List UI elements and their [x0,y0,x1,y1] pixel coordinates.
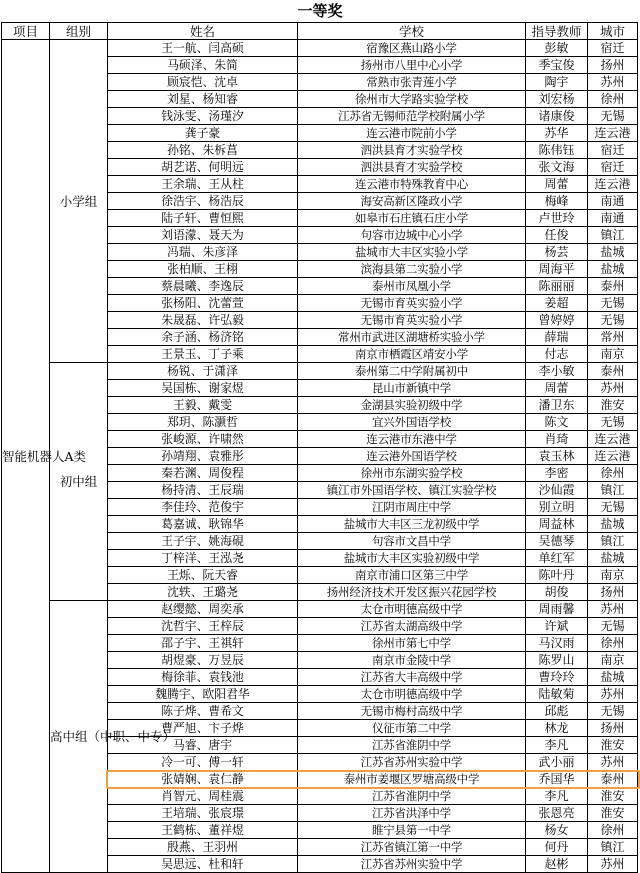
city-cell: 苏州 [588,754,638,771]
teacher-cell: 梅峰 [526,193,588,210]
name-cell: 余子涵、杨济铭 [108,329,298,346]
name-cell: 魏腾宇、欧阳君华 [108,686,298,703]
city-cell: 扬州 [588,720,638,737]
city-cell: 徐州 [588,822,638,839]
name-cell: 马睿、唐宇 [108,737,298,754]
teacher-cell: 潘卫东 [526,397,588,414]
name-cell: 蔡晨曦、李逸辰 [108,278,298,295]
city-cell: 盐城 [588,261,638,278]
name-cell: 张柏顺、王栩 [108,261,298,278]
name-cell: 杨锐、于潇泽 [108,363,298,380]
school-cell: 江苏省太湖高级中学 [298,618,526,635]
city-cell: 无锡 [588,108,638,125]
school-cell: 江苏省淮阴中学 [298,737,526,754]
name-cell: 肖智元、周桂震 [108,788,298,805]
teacher-cell: 邱彪 [526,703,588,720]
school-cell: 泰州市姜堰区罗塘高级中学 [298,771,526,788]
header-group: 组别 [50,23,108,40]
name-cell: 陆子轩、曹恒熙 [108,210,298,227]
city-cell: 淮安 [588,737,638,754]
school-cell: 江苏省洪泽中学 [298,805,526,822]
city-cell: 连云港 [588,125,638,142]
name-cell: 邵子宇、王祺轩 [108,635,298,652]
teacher-cell: 卢世玲 [526,210,588,227]
name-cell: 王培瑞、张宸璟 [108,805,298,822]
school-cell: 南京市栖霞区靖安小学 [298,346,526,363]
city-cell: 苏州 [588,380,638,397]
teacher-cell: 别立明 [526,499,588,516]
city-cell: 宿迁 [588,40,638,57]
teacher-cell: 周海平 [526,261,588,278]
city-cell: 泰州 [588,363,638,380]
teacher-cell: 陈伟钰 [526,142,588,159]
name-cell: 胡煜豪、万昱辰 [108,652,298,669]
name-cell: 葛嘉诚、耿锦华 [108,516,298,533]
school-cell: 江苏省苏州实验中学 [298,856,526,873]
group-cell: 初中组 [50,363,108,601]
group-cell: 小学组 [50,40,108,363]
city-cell: 苏州 [588,686,638,703]
teacher-cell: 张文海 [526,159,588,176]
city-cell: 连云港 [588,431,638,448]
city-cell: 泰州 [588,771,638,788]
header-project: 项目 [2,23,50,40]
teacher-cell: 李凡 [526,737,588,754]
header-school: 学校 [298,23,526,40]
school-cell: 镇江市外国语学校、镇江实验学校 [298,482,526,499]
city-cell: 连云港 [588,176,638,193]
header-teacher: 指导教师 [526,23,588,40]
name-cell: 王烁、阮天睿 [108,567,298,584]
school-cell: 江苏省大丰高级中学 [298,669,526,686]
city-cell: 泰州 [588,278,638,295]
name-cell: 徐浩宇、杨浩辰 [108,193,298,210]
teacher-cell: 陈文 [526,414,588,431]
name-cell: 郑玥、陈灏哲 [108,414,298,431]
teacher-cell: 周雨馨 [526,601,588,618]
table-body [2,40,638,873]
name-cell: 龚子豪 [108,125,298,142]
name-cell: 顾宸恺、沈卓 [108,74,298,91]
city-cell: 盐城 [588,244,638,261]
school-cell: 江苏省淮阴中学 [298,788,526,805]
teacher-cell: 杨芸 [526,244,588,261]
school-cell: 常熟市张青莲小学 [298,74,526,91]
teacher-cell: 武小丽 [526,754,588,771]
teacher-cell: 马汉雨 [526,635,588,652]
school-cell: 无锡市育英实验小学 [298,312,526,329]
teacher-cell: 许斌 [526,618,588,635]
school-cell: 南京市金陵中学 [298,652,526,669]
teacher-cell: 张恩亮 [526,805,588,822]
school-cell: 金湖县实验初级中学 [298,397,526,414]
teacher-cell: 林龙 [526,720,588,737]
name-cell: 殷燕、王羽州 [108,839,298,856]
school-cell: 徐州市大学路实验学校 [298,91,526,108]
city-cell: 无锡 [588,312,638,329]
school-cell: 南京市浦口区第三中学 [298,567,526,584]
school-cell: 江苏省苏州实验中学 [298,754,526,771]
table-row [2,363,638,380]
city-cell: 常州 [588,329,638,346]
school-cell: 连云港市特殊教育中心 [298,176,526,193]
name-cell: 王毅、戴雯 [108,397,298,414]
city-cell: 盐城 [588,516,638,533]
school-cell: 连云港市院前小学 [298,125,526,142]
school-cell: 泗洪县育才实验学校 [298,159,526,176]
teacher-cell: 薛瑞 [526,329,588,346]
teacher-cell: 诸康俊 [526,108,588,125]
teacher-cell: 付志 [526,346,588,363]
name-cell: 陈子烨、曹希文 [108,703,298,720]
city-cell: 连云港 [588,448,638,465]
city-cell: 宿迁 [588,159,638,176]
school-cell: 盐城市大丰区实验小学 [298,244,526,261]
teacher-cell: 陈丽丽 [526,278,588,295]
teacher-cell: 陆敏菊 [526,686,588,703]
city-cell: 南通 [588,210,638,227]
city-cell: 徐州 [588,635,638,652]
city-cell: 淮安 [588,397,638,414]
city-cell: 镇江 [588,227,638,244]
name-cell: 曹严旭、卞子烨 [108,720,298,737]
teacher-cell: 袁玉林 [526,448,588,465]
teacher-cell: 彭敏 [526,40,588,57]
table-row [2,601,638,618]
teacher-cell: 曹玲玲 [526,669,588,686]
name-cell: 王鹤栋、董祥煜 [108,822,298,839]
name-cell: 王景玉、丁子乘 [108,346,298,363]
city-cell: 无锡 [588,295,638,312]
school-cell: 仪征市第二中学 [298,720,526,737]
name-cell: 孙靖翔、袁雅彤 [108,448,298,465]
group-cell: 高中组（中职、中专） [50,601,108,873]
category-cell: 智能机器人A类 [2,40,50,873]
page-title: 一等奖 [297,2,343,20]
name-cell: 孙铭、朱柝菖 [108,142,298,159]
school-cell: 连云港外国语学校 [298,448,526,465]
school-cell: 扬州经济技术开发区振兴花园学校 [298,584,526,601]
city-cell: 无锡 [588,703,638,720]
city-cell: 宿迁 [588,142,638,159]
teacher-cell: 苏华 [526,125,588,142]
name-cell: 冷一可、傅一轩 [108,754,298,771]
school-cell: 无锡市育英实验小学 [298,295,526,312]
name-cell: 沈轶、王璐尧 [108,584,298,601]
city-cell: 镇江 [588,839,638,856]
school-cell: 句容市文昌中学 [298,533,526,550]
city-cell: 无锡 [588,618,638,635]
name-cell: 吴国栋、谢家煜 [108,380,298,397]
teacher-cell: 李密 [526,465,588,482]
school-cell: 江苏省镇江第一中学 [298,839,526,856]
city-cell: 无锡 [588,414,638,431]
name-cell: 王一航、闫高硕 [108,40,298,57]
city-cell: 盐城 [588,550,638,567]
school-cell: 太仓市明德高级中学 [298,686,526,703]
awards-table [1,22,638,873]
name-cell: 丁梓洋、王泓尧 [108,550,298,567]
school-cell: 滨海县第二实验小学 [298,261,526,278]
school-cell: 江苏省无锡师范学校附属小学 [298,108,526,125]
table-row [2,40,638,57]
name-cell: 张峻源、许啸然 [108,431,298,448]
teacher-cell: 周益林 [526,516,588,533]
name-cell: 马硕泽、朱简 [108,57,298,74]
city-cell: 南通 [588,193,638,210]
school-cell: 徐州市东湖实验学校 [298,465,526,482]
teacher-cell: 李小敏 [526,363,588,380]
teacher-cell: 周蕾 [526,176,588,193]
name-cell: 冯瑞、朱彦泽 [108,244,298,261]
school-cell: 连云港市东港中学 [298,431,526,448]
name-cell: 梅徐菲、袁钱池 [108,669,298,686]
teacher-cell: 陈叶丹 [526,567,588,584]
school-cell: 睢宁县第一中学 [298,822,526,839]
city-cell: 淮安 [588,805,638,822]
name-cell: 钱泳雯、汤瑾汐 [108,108,298,125]
name-cell: 刘星、杨知睿 [108,91,298,108]
school-cell: 泰州第二中学附属初中 [298,363,526,380]
city-cell: 苏州 [588,601,638,618]
teacher-cell: 任俊 [526,227,588,244]
teacher-cell: 曾婷婷 [526,312,588,329]
city-cell: 南京 [588,346,638,363]
city-cell: 南京 [588,567,638,584]
school-cell: 扬州市八里中心小学 [298,57,526,74]
city-cell: 扬州 [588,57,638,74]
city-cell: 苏州 [588,74,638,91]
city-cell: 镇江 [588,533,638,550]
school-cell: 海安高新区隆政小学 [298,193,526,210]
city-cell: 徐州 [588,91,638,108]
city-cell: 淮安 [588,788,638,805]
header-city: 城市 [588,23,638,40]
school-cell: 宿豫区燕山路小学 [298,40,526,57]
school-cell: 盐城市大丰区实验初级中学 [298,550,526,567]
teacher-cell: 沙仙霞 [526,482,588,499]
name-cell: 赵缨懿、周奕承 [108,601,298,618]
city-cell: 无锡 [588,499,638,516]
teacher-cell: 胡俊 [526,584,588,601]
school-cell: 句容市边城中心小学 [298,227,526,244]
teacher-cell: 杨女 [526,822,588,839]
name-cell: 秦若渊、周俊程 [108,465,298,482]
teacher-cell: 姜超 [526,295,588,312]
name-cell: 吴思远、杜和轩 [108,856,298,873]
school-cell: 宜兴外国语学校 [298,414,526,431]
city-cell: 镇江 [588,482,638,499]
name-cell: 沈哲宇、王梓辰 [108,618,298,635]
teacher-cell: 周蕾 [526,380,588,397]
city-cell: 徐州 [588,465,638,482]
city-cell: 盐城 [588,669,638,686]
school-cell: 常州市武进区湖塘桥实验小学 [298,329,526,346]
teacher-cell: 吴德琴 [526,533,588,550]
teacher-cell: 刘宏杨 [526,91,588,108]
name-cell: 张杨阳、沈蕾萱 [108,295,298,312]
school-cell: 昆山市新镇中学 [298,380,526,397]
name-cell: 李佳玲、范俊宇 [108,499,298,516]
name-cell: 刘语濛、聂天为 [108,227,298,244]
teacher-cell: 陈罗山 [526,652,588,669]
teacher-cell: 肖琦 [526,431,588,448]
school-cell: 徐州市第七中学 [298,635,526,652]
teacher-cell: 乔国华 [526,771,588,788]
teacher-cell: 单红军 [526,550,588,567]
school-cell: 太仓市明德高级中学 [298,601,526,618]
school-cell: 如皋市石庄镇石庄小学 [298,210,526,227]
name-cell: 张婧娴、袁仁静 [108,771,298,788]
school-cell: 泰州市凤凰小学 [298,278,526,295]
teacher-cell: 陶宇 [526,74,588,91]
teacher-cell: 赵彬 [526,856,588,873]
name-cell: 朱晟磊、许弘毅 [108,312,298,329]
school-cell: 盐城市大丰区三龙初级中学 [298,516,526,533]
teacher-cell: 季宝俊 [526,57,588,74]
school-cell: 无锡市梅村高级中学 [298,703,526,720]
school-cell: 江阴市周庄中学 [298,499,526,516]
city-cell: 扬州 [588,584,638,601]
school-cell: 泗洪县育才实验学校 [298,142,526,159]
city-cell: 苏州 [588,856,638,873]
name-cell: 王子宇、姚海硯 [108,533,298,550]
name-cell: 胡艺诺、何明远 [108,159,298,176]
name-cell: 杨持清、王辰瑞 [108,482,298,499]
teacher-cell: 李凡 [526,788,588,805]
header-name: 姓名 [108,23,298,40]
header-row [2,23,638,40]
name-cell: 王余瑞、王从柱 [108,176,298,193]
city-cell: 南京 [588,652,638,669]
teacher-cell: 何丹 [526,839,588,856]
